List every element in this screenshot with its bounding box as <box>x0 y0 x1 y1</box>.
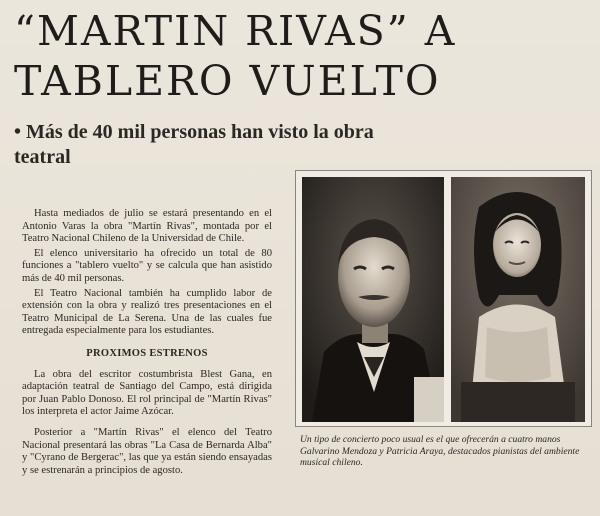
paragraph: Posterior a "Martín Rivas" el elenco del Teatro Nacional presentará las obras "La Casa de Bernarda Alba" y "Cyrano de Bergerac", las que ya están siendo ensayadas y se estrenarán a principios de agosto. <box>22 426 272 476</box>
photo-woman-pianist <box>451 177 585 422</box>
headline: “MARTIN RIVAS” A TABLERO VUELTO <box>14 7 457 105</box>
section-subhead: PROXIMOS ESTRENOS <box>86 347 208 359</box>
photo-frame <box>295 170 592 427</box>
photo-man-pianist <box>302 177 444 422</box>
article-body <box>22 208 272 479</box>
deck-subtitle: • Más de 40 mil personas han visto la obra teatral <box>14 121 374 168</box>
photo-caption: Un tipo de concierto poco usual es el que ofrecerán a cuatro manos Galvarino Mendoza y Patricia Araya, destacados pianistas del ambiente musical chileno. <box>300 434 580 468</box>
paragraph: La obra del escritor costumbrista Blest Gana, en adaptación teatral de Santiago del Campo, está dirigida por Juan Pablo Donoso. El rol principal de "Martín Rivas" los interpreta el actor Jaime Azócar. <box>22 368 272 418</box>
paragraph: El Teatro Nacional también ha cumplido labor de extensión con la obra y realizó tres presentaciones en el Teatro Municipal de La Serena. Una de las cuales fue entregada especialmente para los estudiantes. <box>22 287 272 337</box>
paragraph: Hasta mediados de julio se estará presentando en el Antonio Varas la obra "Martín Rivas", montada por el Teatro Nacional Chileno de la Universidad de Chile. <box>22 208 272 245</box>
paragraph: El elenco universitario ha ofrecido un total de 80 funciones a "tablero vuelto" y se calcula que han asistido más de 40 mil personas. <box>22 247 272 284</box>
